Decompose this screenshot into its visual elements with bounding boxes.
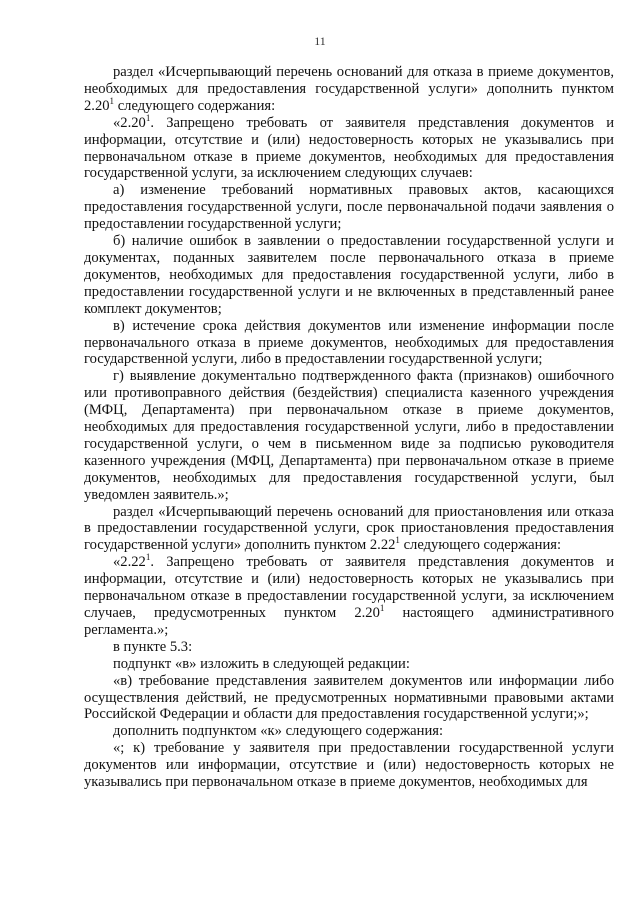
list-item-b: б) наличие ошибок в заявлении о предоставлении государственной услуги и документах, поданных заявителем после первоначального отказа в приеме документов, необходимых для предоставления государственной услуги, либо в предоставлении государственной услуги и не включенных в представленный ранее комплект документов;: [84, 233, 614, 317]
paragraph-amend-suspension-section: раздел «Исчерпывающий перечень оснований для приостановления или отказа в предоставлении государственной услуги, срок приостановления предоставления государственной услуги» дополнить пунктом 2.22$^1$ следующего содержания:: [84, 503, 614, 554]
paragraph-point-5-3: в пункте 5.3:: [113, 638, 193, 655]
paragraph-add-subpoint-k: дополнить подпунктом «к» следующего содержания:: [113, 723, 444, 740]
page-number: 11: [314, 34, 326, 48]
paragraph-subpoint-v-edit: подпункт «в» изложить в следующей редакции:: [113, 655, 410, 672]
list-item-g: г) выявление документально подтвержденного факта (признаков) ошибочного или противоправного действия (бездействия) специалиста казенного учреждения (МФЦ, Департамента) при первоначальном отказе в приеме документов, необходимых для предоставления государственной услуги, либо в предоставлении государственной услуги, о чем в письменном виде за подписью руководителя казенного учреждения (МФЦ, Департамента) при первоначальном отказе в приеме документов, необходимых для предоставления государственной услуги, был уведомлен заявитель.»;: [84, 368, 614, 503]
paragraph-subpoint-k-text: «; к) требование у заявителя при предоставлении государственной услуги документов или информации, отсутствие и (или) недостоверность которых не указывались при первоначальном отказе в приеме документов, необходимых для: [84, 740, 614, 791]
paragraph-amend-refusal-section: раздел «Исчерпывающий перечень оснований для отказа в приеме документов, необходимых для предоставления государственной услуги» дополнить пунктом 2.20$^1$ следующего содержания:: [84, 64, 614, 114]
list-item-a: а) изменение требований нормативных правовых актов, касающихся предоставления государственной услуги, после первоначальной подачи заявления о предоставлении государственной услуги;: [84, 182, 614, 233]
paragraph-subpoint-v-text: «в) требование представления заявителем документов или информации либо осуществления действий, не предусмотренных нормативными правовыми актами Российской Федерации и области для предоставления государственной услуги;»;: [84, 672, 614, 723]
paragraph-clause-2-20-1: «2.20$^1$. Запрещено требовать от заявителя представления документов и информации, отсутствие и (или) недостоверность которых не указывались при первоначальном отказе в приеме документов, необходимых для предоставления государственной услуги, за исключением следующих случаев:: [84, 112, 614, 182]
document-body: [84, 64, 614, 791]
list-item-v: в) истечение срока действия документов или изменение информации после первоначального отказа в приеме документов, необходимых для предоставления государственной услуги, либо в предоставлении государственной услуги;: [84, 317, 614, 368]
paragraph-clause-2-22-1: «2.22$^1$. Запрещено требовать от заявителя представления документов и информации, отсутствие и (или) недостоверность которых не указывались при первоначальном отказе в предоставлении государственной услуги, за исключением случаев, предусмотренных пунктом 2.20$^1$ настоящего административного регламента.»;: [84, 552, 614, 638]
